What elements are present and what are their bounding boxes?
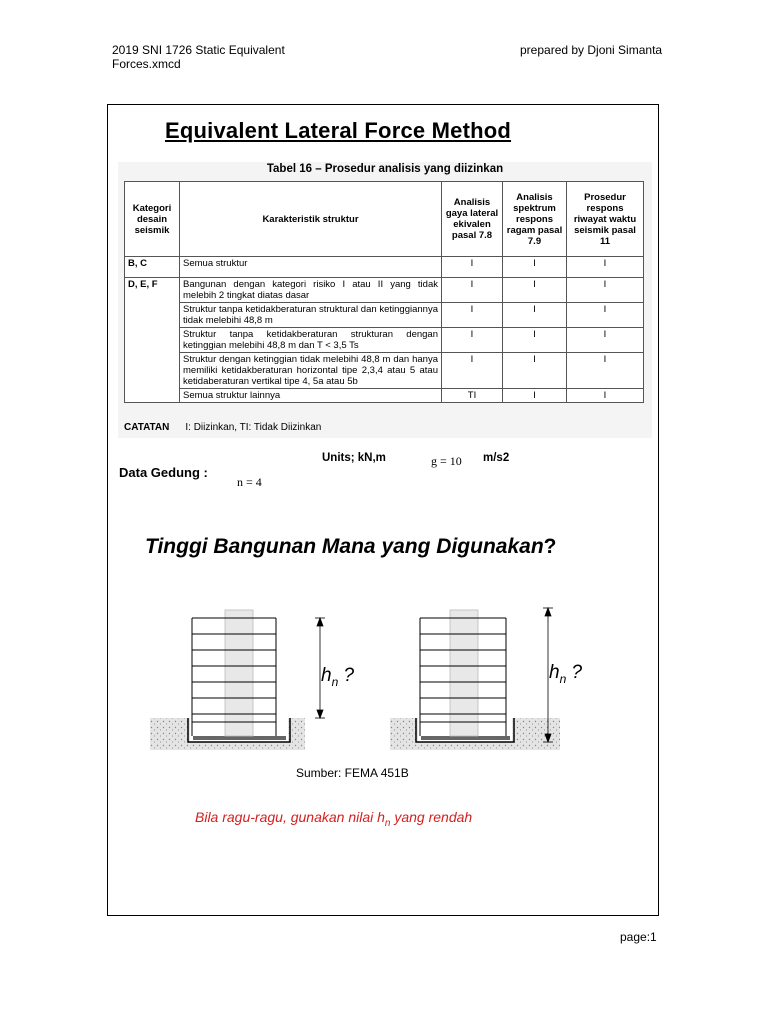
table-header-row	[125, 182, 644, 257]
col-header-elf: Analisis gaya lateral ekivalen pasal 7.8	[442, 182, 503, 257]
row-value-rsa: I	[503, 328, 567, 353]
table-row	[125, 303, 644, 328]
gravity-unit: m/s2	[483, 452, 510, 464]
row-value-thp: I	[567, 303, 644, 328]
building-left	[150, 610, 325, 750]
advice-note-subscript: n	[384, 817, 391, 829]
hn-question: ?	[566, 662, 583, 683]
col-header-category: Kategori desain seismik	[125, 182, 180, 257]
row-characteristic: Struktur tanpa ketidakberaturan struktural dan ketinggiannya tidak melebihi 48,8 m	[180, 303, 442, 328]
table-note-label: CATATAN	[124, 422, 170, 433]
row-value-rsa: I	[503, 389, 567, 403]
table-row	[125, 389, 644, 403]
table-row	[125, 353, 644, 389]
foundation-right	[421, 736, 510, 740]
core-left	[225, 610, 253, 736]
table-caption: Tabel 16 – Prosedur analisis yang diizinkan	[266, 163, 504, 175]
row-value-rsa: I	[503, 353, 567, 389]
hn-question: ?	[338, 665, 355, 686]
table-note-text: I: Diizinkan, TI: Tidak Diizinkan	[185, 422, 322, 433]
col-header-characteristic: Karakteristik struktur	[180, 182, 442, 257]
row-value-rsa: I	[503, 257, 567, 278]
table-row	[125, 278, 644, 303]
gravity-expression: g = 10	[431, 454, 462, 468]
figure-question-mark: ?	[543, 535, 557, 558]
units-label: Units; kN,m	[322, 452, 386, 464]
table-row	[125, 328, 644, 353]
story-count-expression: n = 4	[237, 475, 262, 489]
data-gedung-label: Data Gedung :	[119, 465, 208, 480]
row-category: B, C	[125, 257, 180, 278]
row-characteristic: Struktur dengan ketinggian tidak melebihi 48,8 m dan hanya memiliki ketidakberaturan horizontal tipe 2,3,4 atau 5 atau ketidaberaturan vertikal tipe 4, 5a atau 5b	[180, 353, 442, 389]
procedure-table	[124, 181, 644, 403]
row-value-elf: I	[442, 328, 503, 353]
figure-question-text: Tinggi Bangunan Mana yang Digunakan	[145, 535, 544, 558]
hn-symbol: h	[321, 665, 332, 686]
advice-note	[195, 809, 472, 829]
row-value-thp: I	[567, 328, 644, 353]
row-value-thp: I	[567, 257, 644, 278]
hn-subscript: n	[331, 674, 339, 689]
row-value-elf: I	[442, 257, 503, 278]
advice-note-text-end: yang rendah	[390, 809, 473, 825]
header-author: prepared by Djoni Simanta	[520, 43, 663, 57]
row-characteristic: Semua struktur	[180, 257, 442, 278]
row-value-elf: I	[442, 303, 503, 328]
row-value-elf: I	[442, 278, 503, 303]
row-category: D, E, F	[125, 278, 180, 403]
core-right	[450, 610, 478, 736]
building-height-diagram	[150, 600, 610, 760]
table-row	[125, 257, 644, 278]
foundation-left	[193, 736, 286, 740]
row-value-thp: I	[567, 353, 644, 389]
col-header-rsa: Analisis spektrum respons ragam pasal 7.9	[503, 182, 567, 257]
row-characteristic: Bangunan dengan kategori risiko I atau II yang tidak melebih 2 tingkat diatas dasar	[180, 278, 442, 303]
hn-subscript: n	[559, 671, 567, 686]
row-value-elf: TI	[442, 389, 503, 403]
hn-label-left	[321, 665, 354, 689]
col-header-thp: Prosedur respons riwayat waktu seismik pasal 11	[567, 182, 644, 257]
header-file-title: 2019 SNI 1726 Static Equivalent Forces.xmcd	[112, 43, 285, 71]
row-value-elf: I	[442, 353, 503, 389]
page-number: page:1	[620, 930, 657, 944]
page-title: Equivalent Lateral Force Method	[165, 118, 512, 143]
hn-symbol: h	[549, 662, 560, 683]
row-value-rsa: I	[503, 303, 567, 328]
building-right	[390, 608, 560, 750]
figure-source: Sumber: FEMA 451B	[296, 766, 409, 780]
row-value-thp: I	[567, 278, 644, 303]
advice-note-text: Bila ragu-ragu, gunakan nilai h	[195, 809, 385, 825]
row-value-rsa: I	[503, 278, 567, 303]
row-characteristic: Struktur tanpa ketidakberaturan strukturan dengan ketinggian melebihi 48,8 m dan T < 3,5 Ts	[180, 328, 442, 353]
row-characteristic: Semua struktur lainnya	[180, 389, 442, 403]
hn-label-right	[549, 662, 582, 686]
row-value-thp: I	[567, 389, 644, 403]
table-note	[124, 422, 321, 433]
figure-question	[145, 535, 556, 559]
